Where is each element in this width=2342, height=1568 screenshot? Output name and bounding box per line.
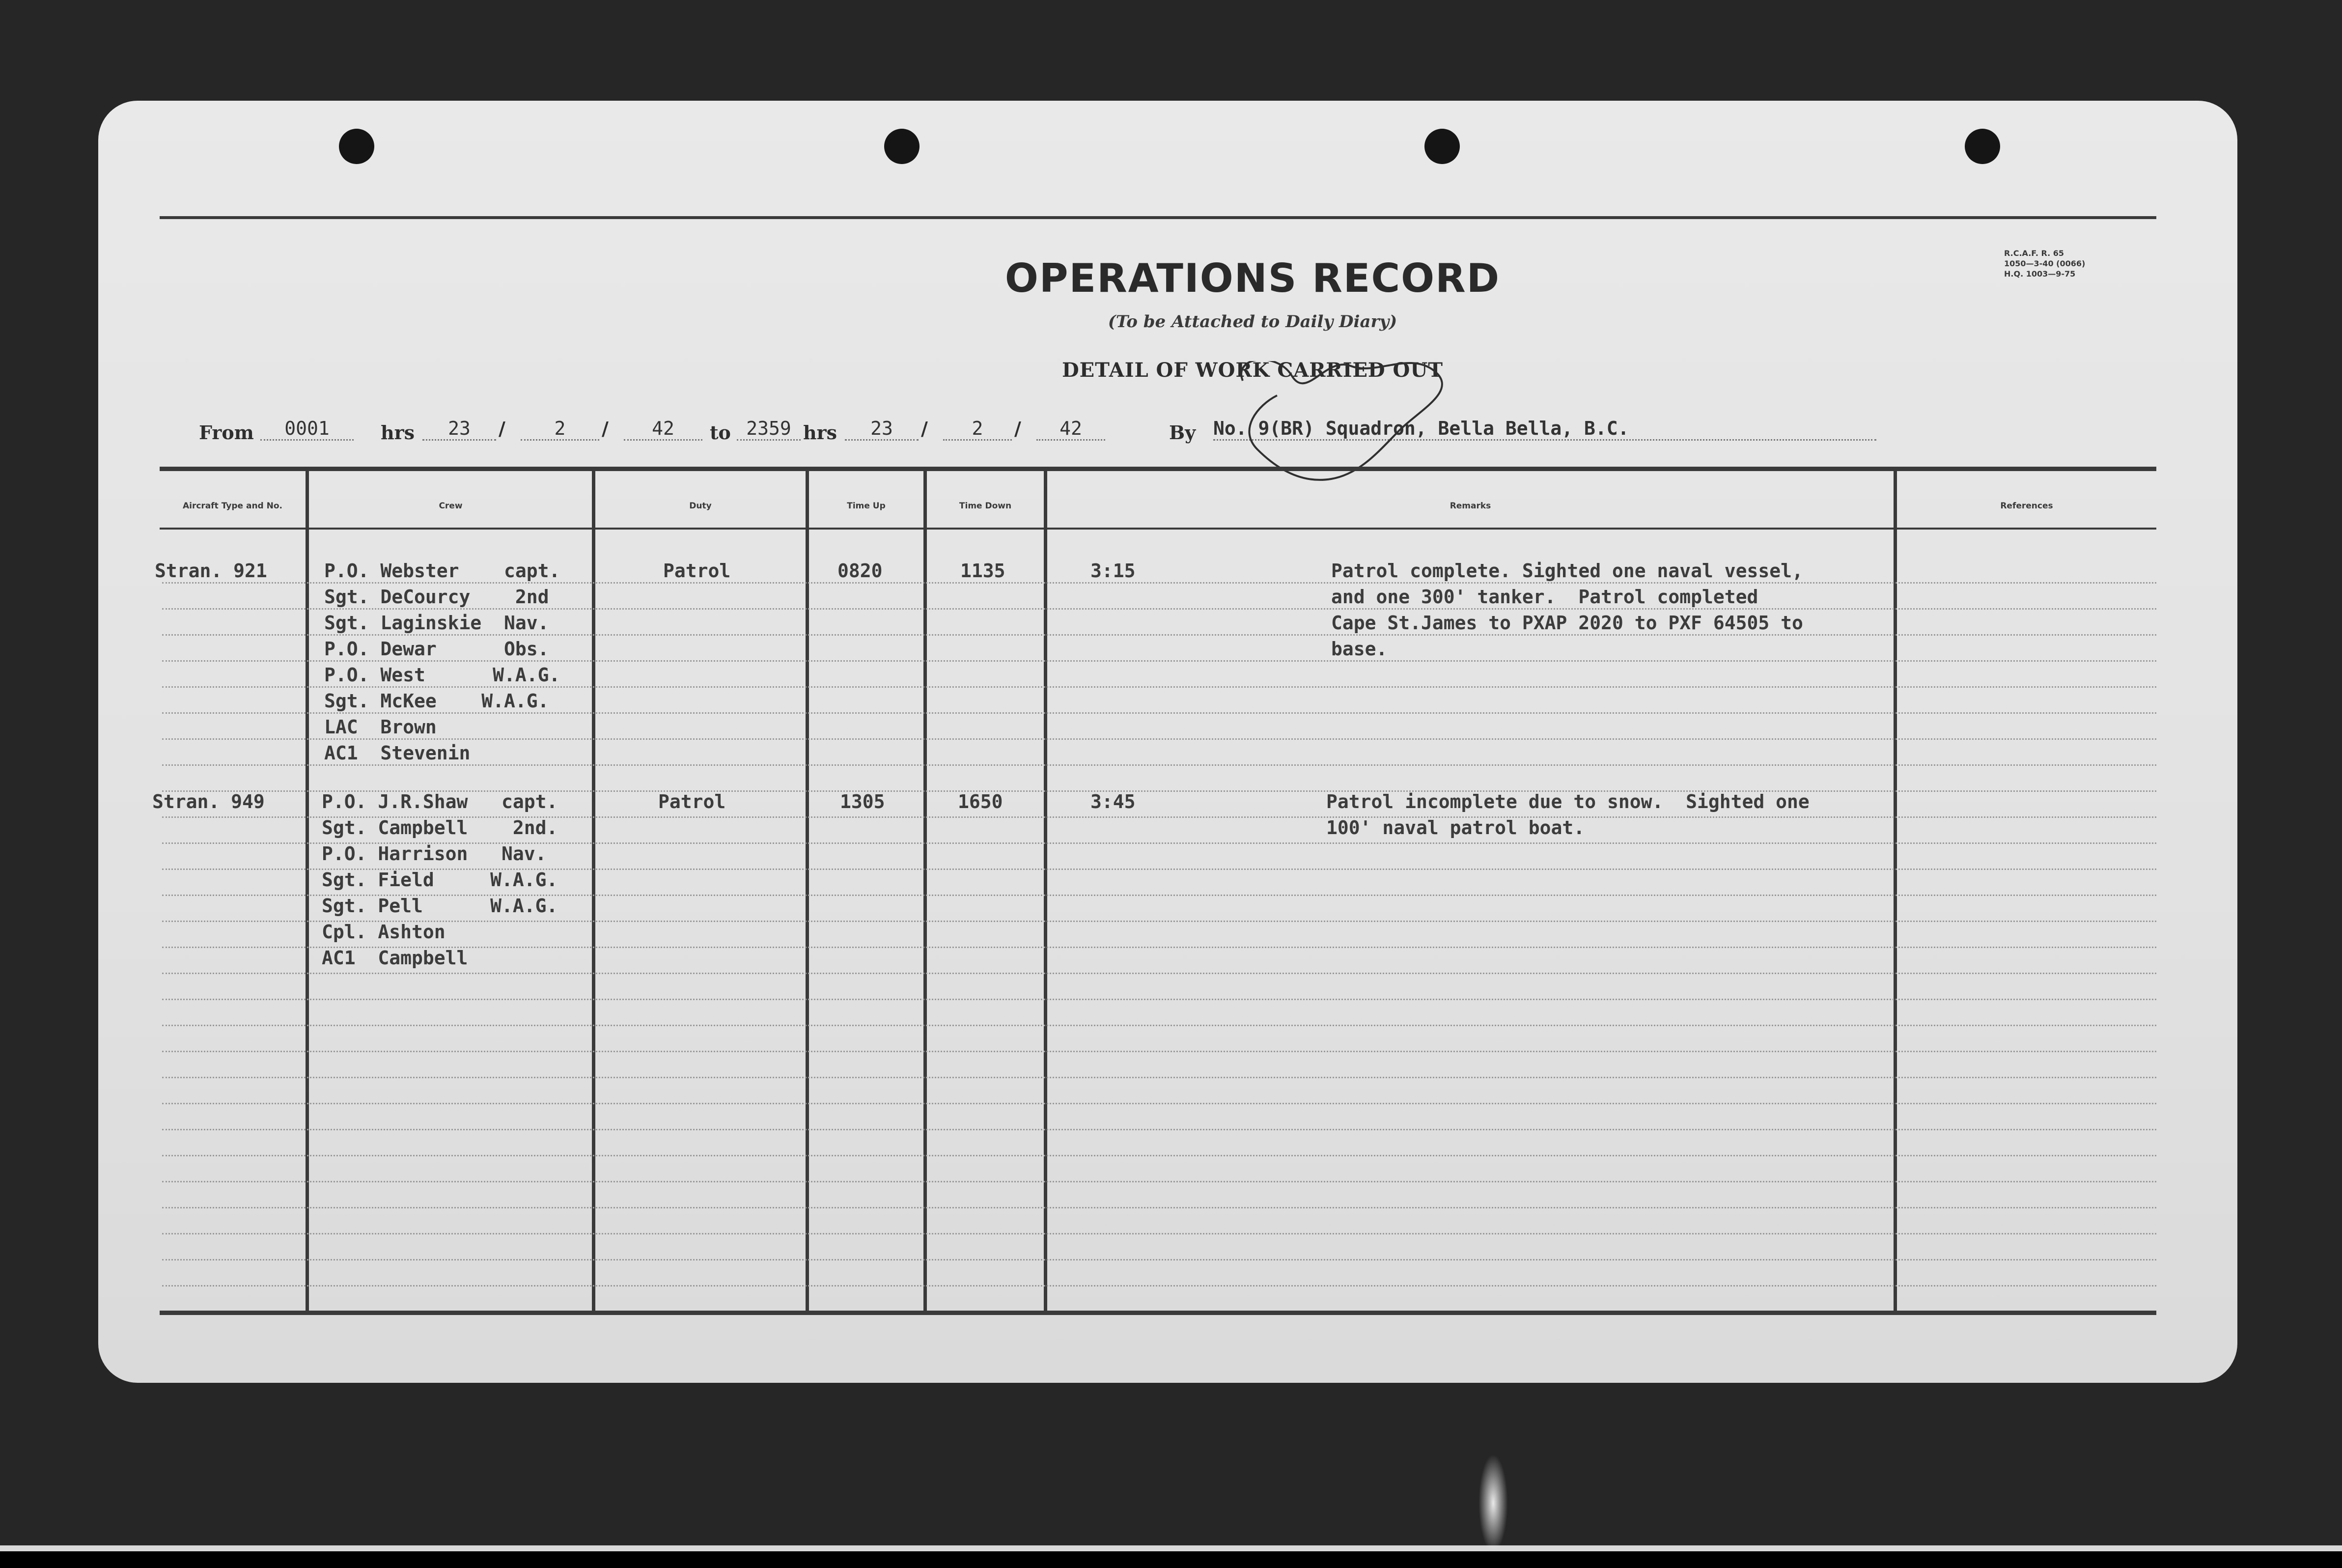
crew-line: AC1 Campbell xyxy=(322,947,468,969)
subtitle: (To be Attached to Daily Diary) xyxy=(1108,312,1397,332)
crew-line: P.O. Webster capt. xyxy=(324,560,560,582)
duration-cell: 3:15 xyxy=(1090,560,1136,582)
crew-line: Sgt. Campbell 2nd. xyxy=(322,817,558,839)
crew-line: Cpl. Ashton xyxy=(322,921,446,943)
crew-line: LAC Brown xyxy=(324,716,437,738)
time-up-cell: 1305 xyxy=(840,791,885,812)
pencil-scribble xyxy=(1203,361,1587,508)
crew-line: Sgt. Field W.A.G. xyxy=(322,869,558,891)
crew-line: AC1 Stevenin xyxy=(324,742,471,764)
col-aircraft: Aircraft Type and No. xyxy=(182,501,283,511)
col-crew: Crew xyxy=(439,501,463,511)
page-title: OPERATIONS RECORD xyxy=(1004,255,1501,301)
remarks-line: and one 300' tanker. Patrol completed xyxy=(1331,586,1758,608)
scanner-strip xyxy=(0,1545,2342,1551)
form-number: R.C.A.F. R. 65 1050—3-40 (0066) H.Q. 1003—9-75 xyxy=(2004,249,2086,279)
col-duty: Duty xyxy=(689,501,712,511)
crew-line: P.O. Dewar Obs. xyxy=(324,638,549,660)
top-rule xyxy=(160,216,2156,219)
hrs-label: hrs xyxy=(381,421,415,444)
remarks-line: 100' naval patrol boat. xyxy=(1326,817,1585,839)
from-month: 2 xyxy=(521,418,599,441)
crew-line: Sgt. Laginskie Nav. xyxy=(324,612,549,634)
light-glare xyxy=(1478,1454,1508,1552)
crew-line: Sgt. Pell W.A.G. xyxy=(322,895,558,917)
punch-hole-icon xyxy=(1965,129,2000,164)
operations-record-card xyxy=(98,101,2237,1383)
aircraft-cell: Stran. 921 xyxy=(155,560,267,582)
remarks-line: base. xyxy=(1331,638,1388,660)
table-bottom-rule xyxy=(160,1311,2156,1315)
remarks-line: Patrol complete. Sighted one naval vessel, xyxy=(1331,560,1803,582)
by-label: By xyxy=(1169,421,1196,444)
col-remarks: Remarks xyxy=(1450,501,1491,511)
to-label: to xyxy=(710,421,731,444)
aircraft-cell: Stran. 949 xyxy=(152,791,265,812)
detail-heading: DETAIL OF WORK CARRIED OUT xyxy=(1061,359,1444,382)
header-rule xyxy=(160,528,2156,530)
col-time-up: Time Up xyxy=(847,501,886,511)
to-day: 23 xyxy=(845,418,919,441)
from-label: From xyxy=(199,421,254,444)
table-top-rule xyxy=(160,467,2156,471)
crew-line: Sgt. McKee W.A.G. xyxy=(324,690,549,712)
from-time: 0001 xyxy=(260,418,354,441)
remarks-line: Patrol incomplete due to snow. Sighted one xyxy=(1326,791,1810,812)
to-time: 2359 xyxy=(737,418,801,441)
crew-line: P.O. West W.A.G. xyxy=(324,664,560,686)
punch-hole-icon xyxy=(339,129,374,164)
crew-line: P.O. Harrison Nav. xyxy=(322,843,547,865)
from-year: 42 xyxy=(624,418,702,441)
crew-line: P.O. J.R.Shaw capt. xyxy=(322,791,558,812)
time-down-cell: 1135 xyxy=(960,560,1005,582)
remarks-line: Cape St.James to PXAP 2020 to PXF 64505 to xyxy=(1331,612,1803,634)
punch-hole-icon xyxy=(884,129,920,164)
scanner-edge xyxy=(0,1551,2342,1568)
hrs-label: hrs xyxy=(803,421,837,444)
time-down-cell: 1650 xyxy=(958,791,1003,812)
duty-cell: Patrol xyxy=(658,791,726,812)
punch-hole-icon xyxy=(1424,129,1460,164)
col-references: References xyxy=(2000,501,2053,511)
duty-cell: Patrol xyxy=(663,560,731,582)
from-day: 23 xyxy=(422,418,496,441)
to-month: 2 xyxy=(943,418,1012,441)
period-line: From 0001 hrs 23 / 2 / 42 to 2359 hrs 23 / 2 / 42 By No. 9(BR) Squadron, Bella Bella, B.C. xyxy=(98,418,2237,447)
col-time-down: Time Down xyxy=(959,501,1012,511)
to-year: 42 xyxy=(1036,418,1105,441)
unit-name: No. 9(BR) Squadron, Bella Bella, B.C. xyxy=(1213,418,1876,441)
crew-line: Sgt. DeCourcy 2nd xyxy=(324,586,549,608)
time-up-cell: 0820 xyxy=(837,560,883,582)
duration-cell: 3:45 xyxy=(1090,791,1136,812)
